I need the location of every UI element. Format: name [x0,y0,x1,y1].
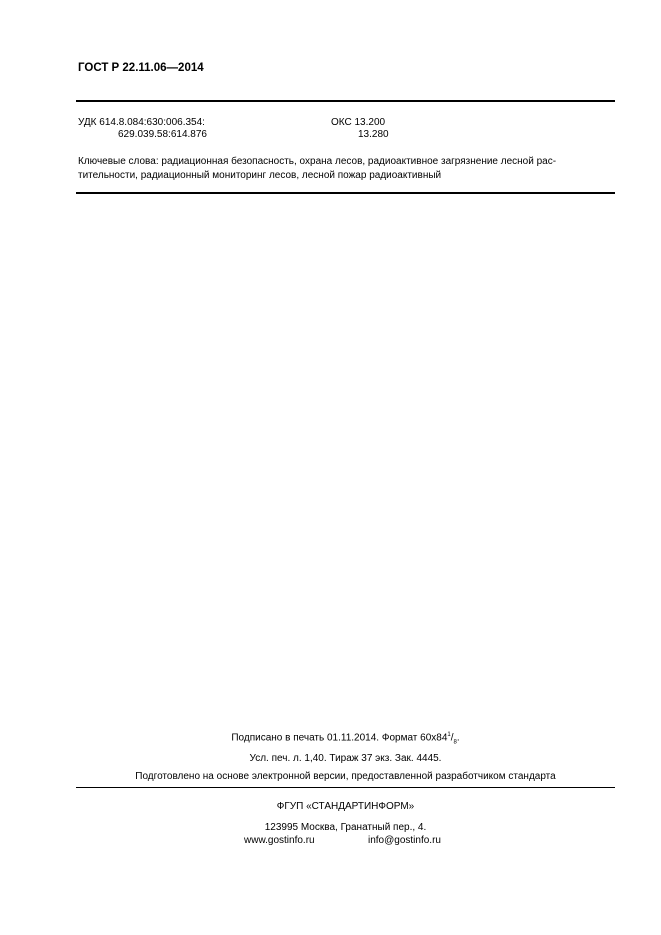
format-fraction-numerator: 1 [447,732,451,738]
publisher-website: www.gostinfo.ru [244,835,315,846]
signed-end: . [456,732,460,744]
keywords-bottom-rule [76,192,615,194]
keywords-block [78,155,614,183]
signed-line: Подписано в печать 01.11.2014. Формат $60х84^1/_8$. [231,732,460,746]
signed-text: Подписано в печать 01.11.2014. Формат 60х84 [231,732,448,744]
standard-code: ГОСТ Р 22.11.06—2014 [78,62,204,74]
udk-line-1: УДК 614.8.084:630:006.354: [78,117,205,128]
publisher-address: 123995 Москва, Гранатный пер., 4. [264,822,427,833]
format-fraction-denominator: 8 [453,739,457,746]
keywords-line-2: тительности, радиационный мониторинг лесов, лесной пожар радиоактивный [78,170,442,181]
oks-line-2: 13.280 [358,129,389,140]
top-rule [76,100,615,102]
oks-line-1: ОКС 13.200 [331,117,386,128]
imprint-rule [76,787,615,788]
publisher-email: info@gostinfo.ru [368,835,441,846]
udk-line-2: 629.039.58:614.876 [118,129,207,140]
print-details-line: Усл. печ. л. 1,40. Тираж 37 экз. Зак. 4445. [249,753,442,764]
prepared-line: Подготовлено на основе электронной версии, предоставленной разработчиком стандарта [135,771,556,782]
keywords-line-1: Ключевые слова: радиационная безопасность, охрана лесов, радиоактивное загрязнение лесной рас- [78,156,557,167]
publisher-name: ФГУП «СТАНДАРТИНФОРМ» [276,801,415,812]
